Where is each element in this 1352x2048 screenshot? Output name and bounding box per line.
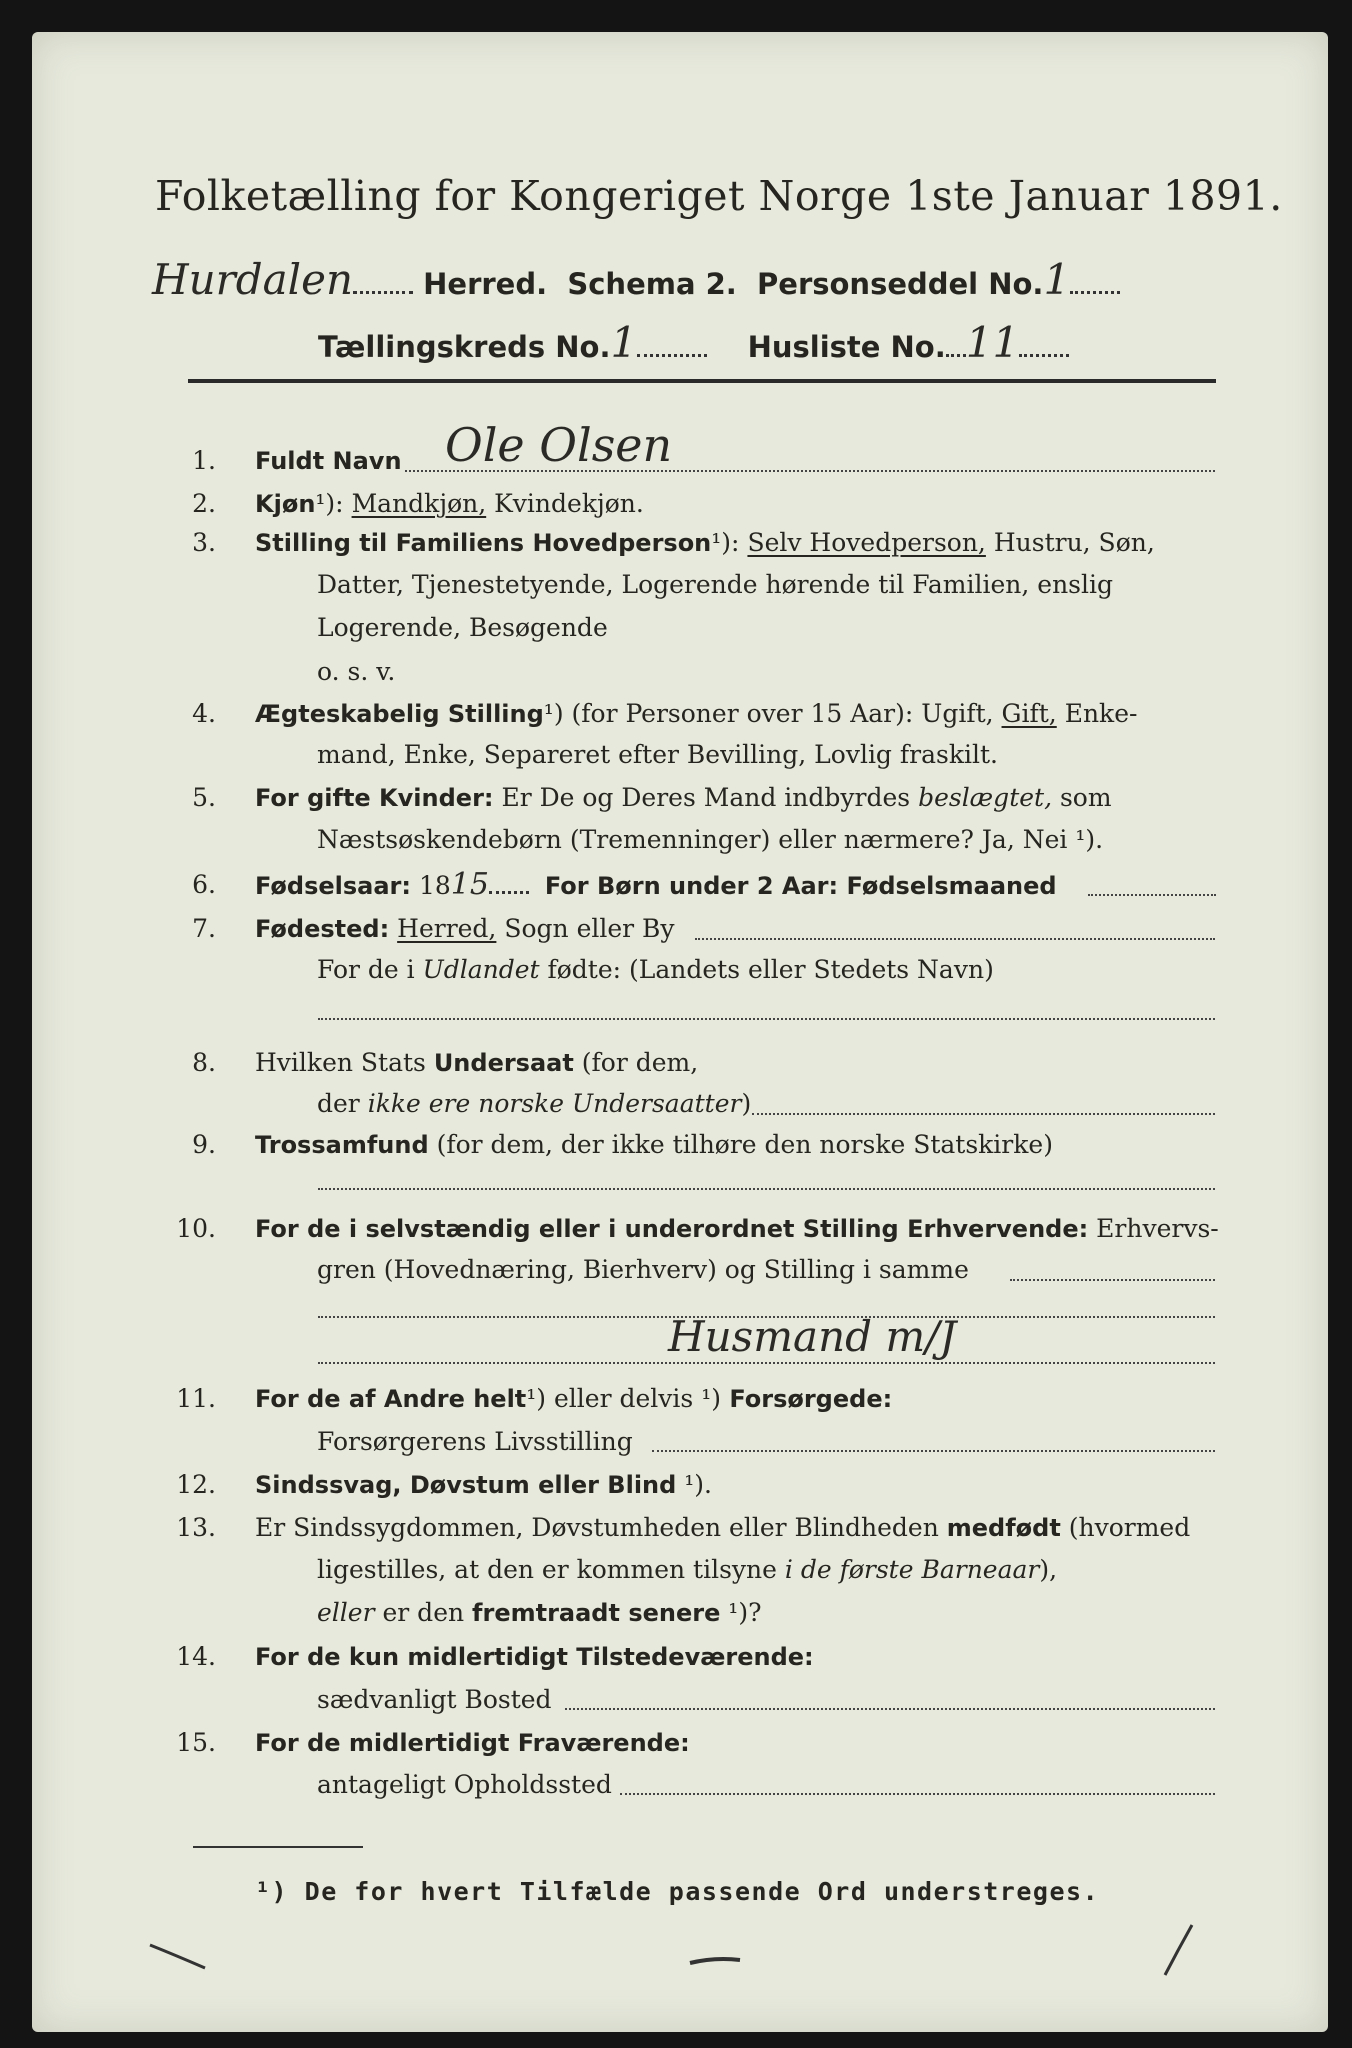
question-number: 13. (176, 1513, 216, 1542)
kreds-value: 1 (610, 318, 638, 367)
question-label: Stilling til Familiens Hovedperson (255, 529, 712, 557)
question-text: (hvormed (1060, 1513, 1191, 1542)
question-text: Udlandet (422, 955, 540, 984)
birth-year-handwritten: 15 (450, 867, 489, 902)
form-title: Folketælling for Kongeriget Norge 1ste Januar 1891. (155, 172, 1283, 220)
question-number: 11. (176, 1384, 216, 1413)
footnote-marker: ¹) (526, 1384, 547, 1413)
question-text: Enke- (1056, 699, 1138, 728)
pen-mark (690, 1959, 740, 1963)
question-text: er den (374, 1598, 473, 1627)
question-label: For Børn under 2 Aar: Fødselsmaaned (544, 872, 1057, 900)
question-text: Datter, Tjenestetyende, Logerende hørende til Familien, enslig (317, 570, 1114, 599)
question-text: antageligt Opholdssted (317, 1770, 612, 1799)
question-text: Er Sindssygdommen, Døvstumheden eller Blindheden (255, 1513, 947, 1542)
question-label: Forsørgede: (720, 1385, 893, 1413)
question-text: (for Personer over 15 Aar): Ugift, (563, 699, 1002, 728)
question-label: For de af Andre helt (255, 1385, 527, 1413)
question-text: eller delvis (546, 1384, 702, 1413)
pen-mark (1165, 1925, 1192, 1975)
question-label: medfødt (946, 1514, 1061, 1542)
question-label: Sindssvag, Døvstum eller Blind (255, 1471, 677, 1499)
question-text: ) (741, 1089, 752, 1118)
question-text: For de i (317, 955, 423, 984)
question-text: Sogn eller By (496, 914, 675, 943)
question-text: eller (317, 1598, 375, 1627)
question-label: Trossamfund (255, 1131, 429, 1159)
full-name-handwritten: Ole Olsen (445, 418, 673, 472)
question-number: 3. (192, 528, 216, 557)
question-number: 6. (192, 870, 216, 899)
footnote-marker: ¹): (711, 528, 740, 557)
question-text: Forsørgerens Livsstilling (317, 1427, 633, 1456)
personseddel-value: 1 (1043, 255, 1071, 304)
question-label: Ægteskabelig Stilling (255, 700, 544, 728)
question-label: Fødselsaar: (255, 872, 411, 900)
question-number: 2. (192, 489, 216, 518)
question-text: Logerende, Besøgende (317, 613, 608, 642)
pen-mark (150, 1945, 205, 1968)
question-number: 7. (192, 914, 216, 943)
question-text: (for dem, der ikke tilhøre den norske Statskirke) (428, 1130, 1053, 1159)
question-text: 18 (411, 871, 451, 900)
question-label: For de kun midlertidigt Tilstedeværende: (255, 1643, 814, 1671)
personseddel-label: Personseddel No. (757, 267, 1044, 301)
question-label: For gifte Kvinder: (255, 784, 494, 812)
footnote-marker: ¹): (315, 489, 344, 518)
question-number: 8. (192, 1048, 216, 1077)
question-text: o. s. v. (317, 657, 396, 686)
herred-handwritten-value: Hurdalen (152, 255, 354, 304)
question-number: 12. (176, 1470, 216, 1499)
footnote: ¹) De for hvert Tilfælde passende Ord understreges. (255, 1877, 1100, 1906)
question-text: gren (Hovednæring, Bierhverv) og Stilling i samme (317, 1255, 969, 1284)
question-text: som (1052, 783, 1112, 812)
occupation-handwritten: Husmand m/J (668, 1312, 957, 1361)
footnote-marker: ¹) (543, 699, 564, 728)
question-label: Undersaat (433, 1049, 574, 1077)
question-number: 15. (176, 1728, 216, 1757)
question-text: mand, Enke, Separeret efter Bevilling, Lovlig fraskilt. (317, 740, 998, 769)
question-text: ¹)? (720, 1598, 762, 1627)
question-label: For de midlertidigt Fraværende: (255, 1729, 690, 1757)
kreds-label: Tællingskreds No. (318, 330, 611, 364)
question-text: fødte: (Landets eller Stedets Navn) (539, 955, 994, 984)
question-text: Erhvervs- (1088, 1214, 1219, 1243)
schema-label: Schema 2. (567, 267, 737, 301)
question-text: (for dem, (573, 1048, 699, 1077)
underlined-answer: Herred, (397, 914, 497, 943)
question-text: i de første Barneaar (784, 1555, 1040, 1584)
question-text: ikke ere norske Undersaatter (367, 1089, 742, 1118)
underlined-answer: Selv Hovedperson, (747, 528, 986, 557)
herred-label: Herred. (423, 267, 548, 301)
question-label: Fødested: (255, 915, 390, 943)
question-text: beslægtet, (918, 783, 1053, 812)
question-number: 14. (176, 1642, 216, 1671)
question-text: Hustru, Søn, (985, 528, 1155, 557)
question-text: Hvilken Stats (255, 1048, 434, 1077)
question-label: Fuldt Navn (255, 447, 402, 475)
question-label: Kjøn (255, 490, 316, 518)
question-text: der (317, 1089, 368, 1118)
question-text: Er De og Deres Mand indbyrdes (493, 783, 919, 812)
question-number: 1. (192, 446, 216, 475)
question-number: 5. (192, 783, 216, 812)
husliste-value: 11 (965, 318, 1020, 367)
question-text: ), (1039, 1555, 1058, 1584)
question-label: fremtraadt senere (472, 1599, 721, 1627)
question-number: 9. (192, 1130, 216, 1159)
underlined-answer: Mandkjøn, (351, 489, 487, 518)
question-text: ¹). (676, 1470, 712, 1499)
question-label: For de i selvstændig eller i underordnet Stilling Erhvervende: (255, 1215, 1089, 1243)
underlined-answer: Gift, (1001, 699, 1057, 728)
footnote-marker: ¹) (701, 1384, 721, 1413)
question-text: sædvanligt Bosted (317, 1685, 552, 1714)
question-text: Kvindekjøn. (486, 489, 644, 518)
question-number: 10. (176, 1214, 216, 1243)
question-text: Næstsøskendebørn (Tremenninger) eller nærmere? Ja, Nei ¹). (317, 825, 1104, 854)
question-number: 4. (192, 699, 216, 728)
question-text: ligestilles, at den er kommen tilsyne (317, 1555, 785, 1584)
husliste-label: Husliste No. (747, 330, 946, 364)
